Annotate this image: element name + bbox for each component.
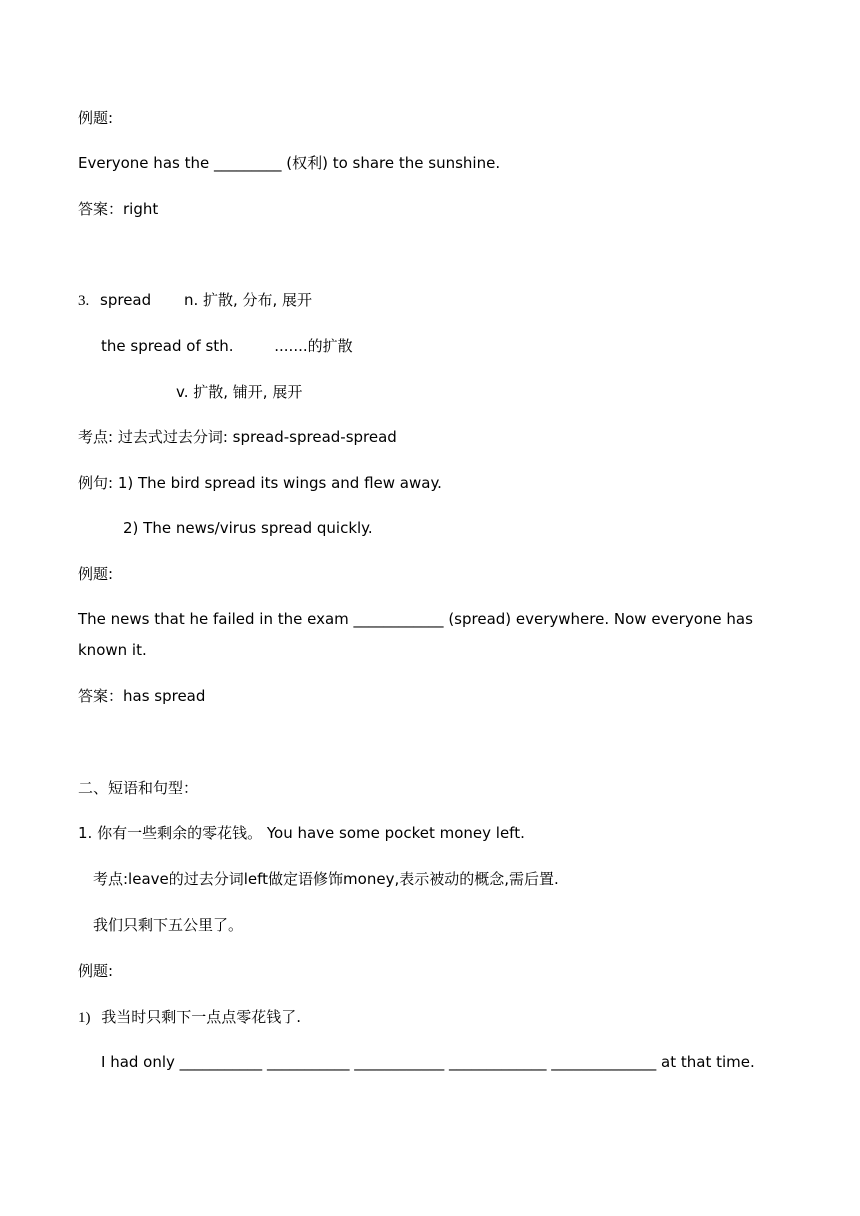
exercise-number: 1) [78, 1010, 91, 1026]
example-sentence-2: The news that he failed in the exam ____________ (spread) everywhere. Now everyone has known it. [78, 610, 753, 659]
vocab-number: 3. [78, 293, 90, 309]
exercise-blank-sentence: I had only ___________ ___________ ____________ _____________ ______________ at that time. [101, 1053, 755, 1071]
vocab-verb-definition: v. 扩散, 铺开, 展开 [176, 383, 303, 401]
example-sentence-line-1: 例句: 1) The bird spread its wings and flew away. [78, 474, 442, 492]
vocab-entry-spread [78, 290, 312, 311]
answer-2: 答案：has spread [78, 687, 206, 705]
phrase-chinese: .......的扩散 [274, 337, 353, 355]
phrase-example-cn: 我们只剩下五公里了。 [93, 916, 244, 934]
answer-1: 答案：right [78, 200, 159, 218]
phrase-item-1: 1. 你有一些剩余的零花钱。 You have some pocket money left. [78, 824, 525, 842]
section-heading: 二、短语和句型： [78, 779, 199, 797]
phrase-line [101, 336, 353, 356]
vocab-word: spread [100, 291, 152, 309]
exercise-item-1 [78, 1007, 301, 1028]
phrase-english: the spread of sth. [101, 337, 234, 355]
example-heading-2: 例题: [78, 565, 114, 583]
vocab-noun-definition: n. 扩散, 分布, 展开 [183, 291, 313, 309]
example-heading-3: 例题: [78, 962, 114, 980]
example-sentence-line-2: 2) The news/virus spread quickly. [123, 519, 373, 537]
key-point-2: 考点:leave的过去分词left做定语修饰money,表示被动的概念,需后置. [93, 870, 559, 888]
key-point-1: 考点: 过去式过去分词: spread-spread-spread [78, 428, 397, 446]
example-heading-1: 例题: [78, 109, 114, 127]
example-sentence-1: Everyone has the _________ (权利) to share the sunshine. [78, 154, 501, 172]
exercise-prompt: 我当时只剩下一点点零花钱了. [101, 1008, 302, 1026]
